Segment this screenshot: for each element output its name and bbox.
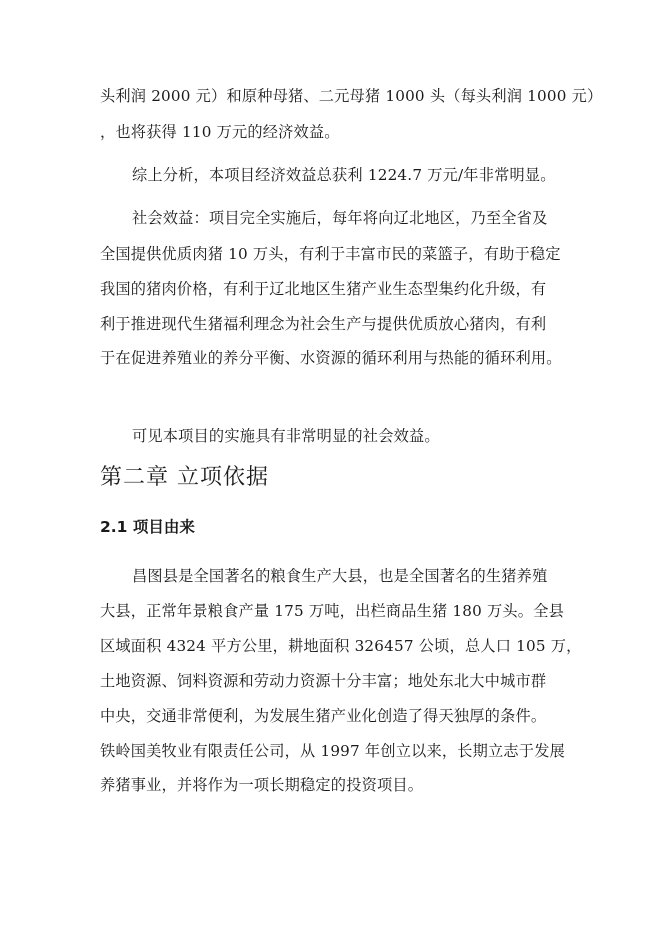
paragraph-line: 头利润 2000 元）和原种母猪、二元母猪 1000 头（每头利润 1000 元） (100, 87, 603, 105)
paragraph-line: 我国的猪肉价格，有利于辽北地区生猪产业生态型集约化升级，有 (100, 280, 547, 298)
paragraph-line: 区域面积 4324 平方公里，耕地面积 326457 公顷，总人口 105 万， (100, 637, 582, 655)
paragraph-line: 昌图县是全国著名的粮食生产大县，也是全国著名的生猪养殖 (132, 567, 548, 585)
paragraph-line: 大县，正常年景粮食产量 175 万吨，出栏商品生猪 180 万头。全县 (100, 602, 564, 620)
chapter-title: 第二章 立项依据 (100, 465, 269, 490)
paragraph-line: 养猪事业，并将作为一项长期稳定的投资项目。 (100, 776, 424, 794)
paragraph-line: 可见本项目的实施具有非常明显的社会效益。 (132, 427, 440, 445)
paragraph-line: 中央，交通非常便利，为发展生猪产业化创造了得天独厚的条件。 (100, 707, 547, 725)
paragraph-line: 铁岭国美牧业有限责任公司，从 1997 年创立以来，长期立志于发展 (100, 742, 565, 760)
paragraph-line: 全国提供优质肉猪 10 万头，有利于丰富市民的菜篮子，有助于稳定 (100, 245, 561, 263)
section-title: 2.1 项目由来 (100, 518, 195, 536)
paragraph-line: 土地资源、饲料资源和劳动力资源十分丰富；地处东北大中城市群 (100, 672, 547, 690)
paragraph-line: ，也将获得 110 万元的经济效益。 (100, 123, 340, 141)
paragraph-line: 综上分析，本项目经济效益总获利 1224.7 万元/年非常明显。 (132, 166, 556, 184)
paragraph-line: 社会效益：项目完全实施后，每年将向辽北地区，乃至全省及 (132, 209, 548, 227)
paragraph-line: 利于推进现代生猪福利理念为社会生产与提供优质放心猪肉，有利 (100, 315, 547, 333)
paragraph-line: 于在促进养殖业的养分平衡、水资源的循环利用与热能的循环利用。 (100, 349, 562, 367)
